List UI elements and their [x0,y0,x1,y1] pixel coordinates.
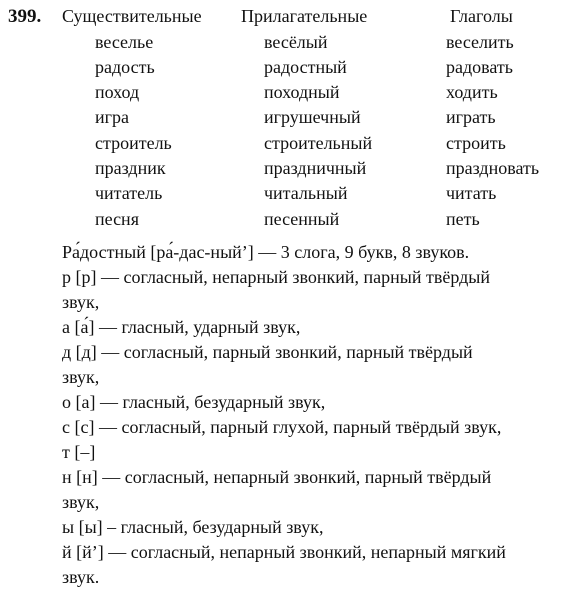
analysis-line: й [й’] — согласный, непарный звонкий, непарный мягкий [62,542,506,562]
analysis-line: звук, [62,292,100,312]
analysis-line: звук, [62,367,100,387]
adjective-cell: весёлый [264,32,328,52]
adjective-cell: читальный [264,183,348,203]
verb-cell: строить [446,133,506,153]
analysis-line: о [а] — гласный, безударный звук, [62,392,326,412]
analysis-line: н [н] — согласный, непарный звонкий, парный твёрдый [62,467,492,487]
phonetic-analysis [62,240,560,590]
noun-cell: поход [95,82,140,102]
noun-cell: праздник [95,158,166,178]
analysis-line: звук. [62,567,100,587]
adjective-cell: игрушечный [264,107,361,127]
verb-cell: играть [446,107,496,127]
exercise-number: 399. [8,6,42,27]
noun-cell: читатель [95,183,163,203]
verb-cell: радовать [446,57,514,77]
noun-cell: песня [95,209,139,229]
verb-cell: читать [446,183,497,203]
analysis-line: а [а́] — гласный, ударный звук, [62,317,301,337]
adjective-cell: строительный [264,133,373,153]
verb-cell: ходить [446,82,498,102]
noun-cell: строитель [95,133,172,153]
adjective-cell: походный [264,82,340,102]
column-header-nouns: Существительные [62,6,202,26]
noun-cell: радость [95,57,155,77]
analysis-line: звук, [62,492,100,512]
verb-cell: праздновать [446,158,540,178]
verb-cell: петь [446,209,480,229]
noun-cell: игра [95,107,130,127]
analysis-line: ы [ы] – гласный, безударный звук, [62,517,324,537]
analysis-line: с [с] — согласный, парный глухой, парный твёрдый звук, [62,417,502,437]
adjective-cell: праздничный [264,158,367,178]
column-header-adjectives: Прилагательные [241,6,368,26]
analysis-line: р [р] — согласный, непарный звонкий, парный твёрдый [62,267,490,287]
adjective-cell: песенный [264,209,340,229]
column-header-verbs: Глаголы [450,6,513,26]
noun-cell: веселье [95,32,154,52]
verb-cell: веселить [446,32,514,52]
analysis-line: д [д] — согласный, парный звонкий, парный твёрдый [62,342,473,362]
analysis-heading-line: Ра́достный [ра́-дас-ный’] — 3 слога, 9 букв, 8 звуков. [62,242,470,262]
analysis-line: т [–] [62,442,96,462]
adjective-cell: радостный [264,57,347,77]
